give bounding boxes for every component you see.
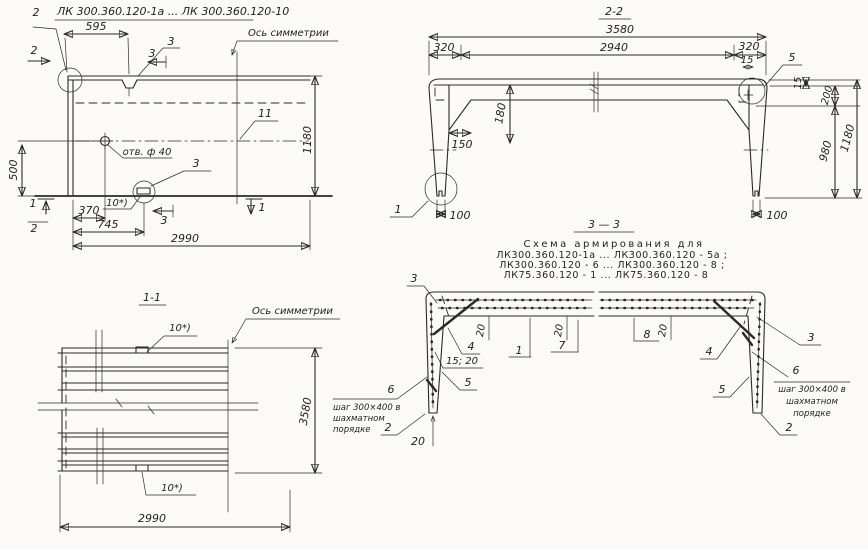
plan-axis-label: Ось симметрии xyxy=(248,28,329,39)
drawing-title: ЛК 300.360.120-1а ... ЛК 300.360.120-10 xyxy=(57,5,290,18)
dim-595: 595 xyxy=(85,20,107,33)
dim-2990: 2990 xyxy=(138,512,166,525)
note-line-2: ЛК300.360.120-1а ... ЛК300.360.120 - 5а ; xyxy=(496,250,728,261)
dim-100-right: 100 xyxy=(766,209,788,222)
dim-100-left: 100 xyxy=(449,209,471,222)
dim-320-left: 320 xyxy=(433,41,455,54)
footnote-10: 10*) xyxy=(106,198,128,209)
plan-embed-detail xyxy=(103,157,211,209)
dim-370: 370 xyxy=(78,204,100,217)
view-axis-label: Ось симметрии xyxy=(252,306,333,317)
dim-15-20: 15; 20 xyxy=(446,356,478,367)
spacing-note-left-3: порядке xyxy=(333,425,371,435)
footnote-10-top: 10*) xyxy=(169,323,191,334)
plan-outline xyxy=(35,52,332,204)
pos-label-11: 11 xyxy=(258,107,272,120)
dim-20-slab-2: 20 xyxy=(553,323,567,338)
dim-3580: 3580 xyxy=(606,23,634,36)
section-mark-3-top: 3 xyxy=(148,47,156,60)
plan-view xyxy=(7,5,338,250)
pos-5-left: 5 xyxy=(464,376,472,389)
view-1-1-title: 1-1 xyxy=(143,291,161,304)
plan-hole xyxy=(97,133,172,158)
dim-2940: 2940 xyxy=(600,41,628,54)
dim-20-slab-3: 20 xyxy=(657,323,671,338)
section-mark-2c: 2 xyxy=(30,222,38,235)
view-1-1-boards xyxy=(38,330,258,512)
detail-circle-1 xyxy=(425,173,457,205)
pos-2-left: 2 xyxy=(384,421,392,434)
spacing-note-right-3: порядке xyxy=(793,409,831,419)
note-line-1: Схема армирования для xyxy=(523,239,705,250)
pos-1: 1 xyxy=(515,344,523,357)
axis-leader xyxy=(232,41,338,55)
dim-500: 500 xyxy=(7,159,20,181)
dim-200: 200 xyxy=(819,84,836,106)
section-mark-1-right: 1 xyxy=(258,201,266,214)
section-mark-3-bottom: 3 xyxy=(160,214,168,227)
pos-4-left: 4 xyxy=(467,340,475,353)
section-3-3-title: 3 — 3 xyxy=(588,218,620,231)
section-2-2-title: 2-2 xyxy=(605,5,623,18)
pos-label-3: 3 xyxy=(192,157,200,170)
dim-2990: 2990 xyxy=(171,232,199,245)
section-mark-2a: 2 xyxy=(32,6,40,19)
hole-note: отв. ф 40 xyxy=(122,147,172,158)
dim-1180: 1180 xyxy=(301,126,314,154)
pos-8: 8 xyxy=(643,328,651,341)
dim-980: 980 xyxy=(816,139,835,163)
pos-4-right: 4 xyxy=(705,345,713,358)
dim-15-top: 15 xyxy=(740,55,754,66)
pos-3-left: 3 xyxy=(410,272,418,285)
pos-label-5: 5 xyxy=(788,51,796,64)
notch-bottom xyxy=(136,465,148,471)
dim-150: 150 xyxy=(451,138,473,151)
pos-label-3-top: 3 xyxy=(167,35,175,48)
dim-15-right: 15 xyxy=(793,76,804,90)
dim-20-bottom-left: 20 xyxy=(411,435,425,448)
section-3-3 xyxy=(333,272,850,448)
plan-section-marks xyxy=(28,6,266,235)
spacing-note-right-2: шахматном xyxy=(786,397,838,407)
section-2-2 xyxy=(390,5,862,222)
detail-circle xyxy=(133,181,155,203)
plan-annotations xyxy=(232,28,338,139)
pos-3-right: 3 xyxy=(807,331,815,344)
section-3-3-outline xyxy=(426,292,765,413)
view-1-1-dimensions xyxy=(60,348,322,532)
dim-20-slab-1: 20 xyxy=(475,323,489,338)
view-1-1 xyxy=(38,291,340,532)
pos-7: 7 xyxy=(558,339,566,352)
dim-3580: 3580 xyxy=(296,396,315,427)
embed-plate xyxy=(137,188,150,194)
section-2-2-dimensions xyxy=(390,23,862,222)
detail-label-1: 1 xyxy=(394,203,402,216)
reinforcement-note xyxy=(496,218,727,281)
section-mark-1-left: 1 xyxy=(29,197,37,210)
spacing-note-left-1: шаг 300×400 в xyxy=(333,403,401,413)
section-2-2-outline xyxy=(425,72,768,205)
pos-6-left: 6 xyxy=(387,383,395,396)
spacing-note-left-2: шахматном xyxy=(333,414,385,424)
note-line-3: ЛК300.360.120 - 6 ... ЛК300.360.120 - 8 ; xyxy=(499,260,725,271)
spacing-note-right-1: шаг 300×400 в xyxy=(778,385,846,395)
section-3-3-labels xyxy=(333,272,850,448)
detail-circle-5 xyxy=(739,78,765,104)
dim-180: 180 xyxy=(492,101,509,125)
pos-2-right: 2 xyxy=(785,421,793,434)
dim-1180: 1180 xyxy=(837,122,858,154)
pos-5-right: 5 xyxy=(718,383,726,396)
footnote-10-bottom: 10*) xyxy=(161,483,183,494)
pos3-leader xyxy=(151,171,211,186)
dim-320-right: 320 xyxy=(738,40,760,53)
plan-top-notch xyxy=(122,80,137,88)
section-mark-2b: 2 xyxy=(30,44,38,57)
note-line-4: ЛК75.360.120 - 1 ... ЛК75.360.120 - 8 xyxy=(503,270,709,281)
dim-745: 745 xyxy=(97,218,119,231)
pos-6-right: 6 xyxy=(792,364,800,377)
